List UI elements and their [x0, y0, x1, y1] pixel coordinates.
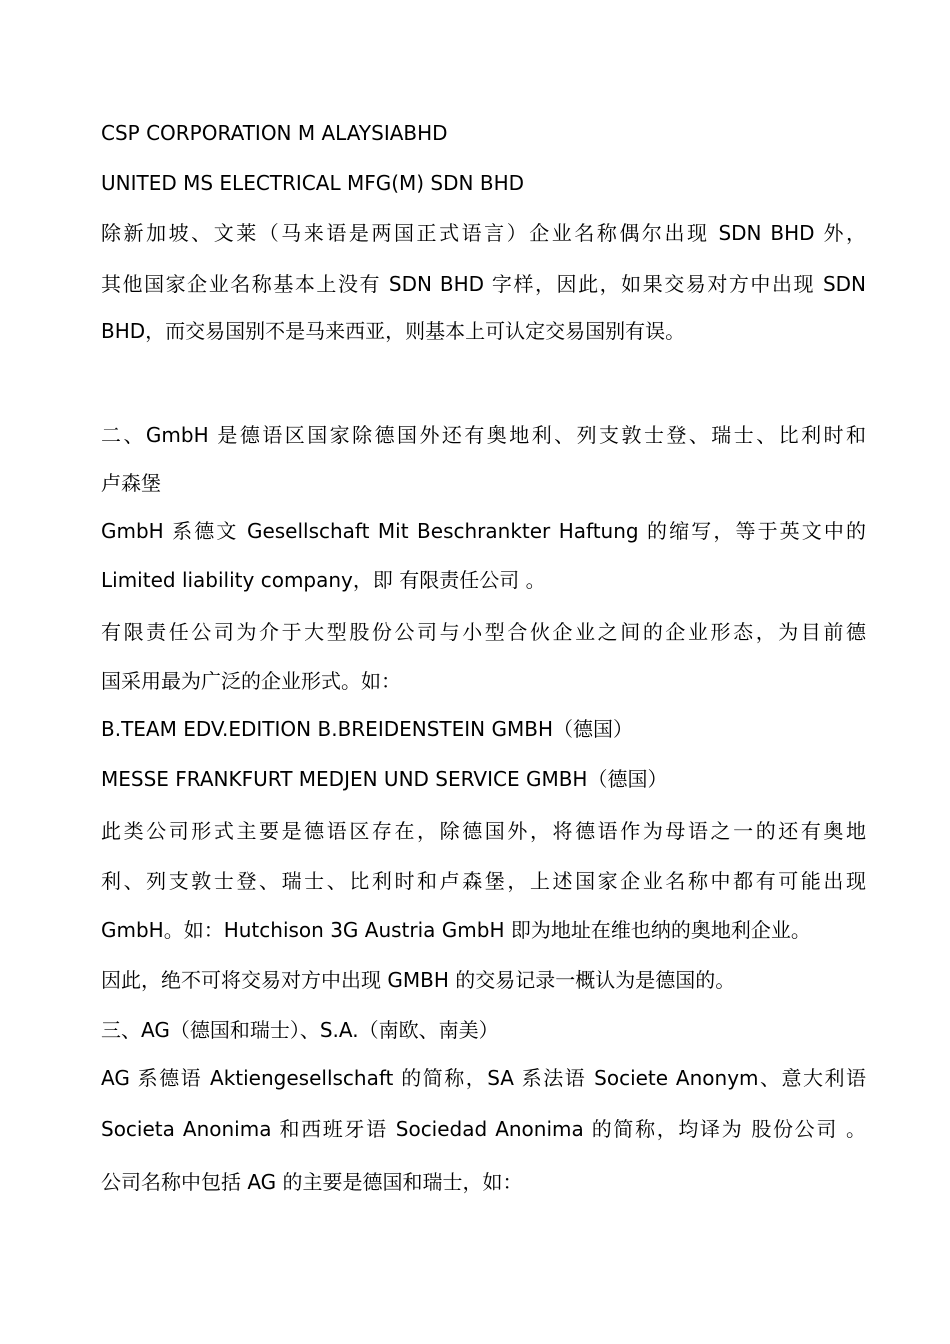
text-line-2: UNITED MS ELECTRICAL MFG(M) SDN BHD — [101, 171, 525, 195]
text-line-4: 其他国家企业名称基本上没有 SDN BHD 字样，因此，如果交易对方中出现 SDN — [101, 272, 866, 296]
text-line-16: GmbH。如：Hutchison 3G Austria GmbH 即为地址在维也纳的奥地利企业。 — [101, 918, 811, 942]
section-heading-gmbh-cont: 卢森堡 — [101, 471, 161, 495]
example-company-1: B.TEAM EDV.EDITION B.BREIDENSTEIN GMBH（德国） — [101, 717, 633, 741]
text-line-17: 因此，绝不可将交易对方中出现 GMBH 的交易记录一概认为是德国的。 — [101, 968, 736, 992]
text-line-9: Limited liability company，即 有限责任公司 。 — [101, 568, 546, 592]
text-line-3: 除新加坡、文莱（马来语是两国正式语言）企业名称偶尔出现 SDN BHD 外， — [101, 221, 866, 245]
text-line-5: BHD，而交易国别不是马来西亚，则基本上可认定交易国别有误。 — [101, 319, 686, 343]
text-line-11: 国采用最为广泛的企业形式。如： — [101, 669, 401, 693]
section-heading-ag-sa: 三、AG（德国和瑞士）、S.A.（南欧、南美） — [101, 1018, 499, 1042]
example-company-2: MESSE FRANKFURT MEDJEN UND SERVICE GMBH（德国） — [101, 767, 668, 791]
text-line-19: AG 系德语 Aktiengesellschaft 的简称，SA 系法语 Societe Anonym、意大利语 — [101, 1066, 866, 1090]
text-line-8: GmbH 系德文 Gesellschaft Mit Beschrankter Haftung 的缩写，等于英文中的 — [101, 519, 866, 543]
text-line-20: Societa Anonima 和西班牙语 Sociedad Anonima 的简称，均译为 股份公司 。 — [101, 1117, 866, 1141]
text-line-14: 此类公司形式主要是德语区存在，除德国外，将德语作为母语之一的还有奥地 — [101, 819, 866, 843]
text-line-1: CSP CORPORATION M ALAYSIABHD — [101, 121, 448, 145]
text-line-10: 有限责任公司为介于大型股份公司与小型合伙企业之间的企业形态，为目前德 — [101, 620, 866, 644]
text-line-21: 公司名称中包括 AG 的主要是德国和瑞士，如： — [101, 1170, 523, 1194]
text-line-15: 利、列支敦士登、瑞士、比利时和卢森堡，上述国家企业名称中都有可能出现 — [101, 869, 866, 893]
section-heading-gmbh: 二、GmbH 是德语区国家除德国外还有奥地利、列支敦士登、瑞士、比利时和 — [101, 423, 866, 447]
